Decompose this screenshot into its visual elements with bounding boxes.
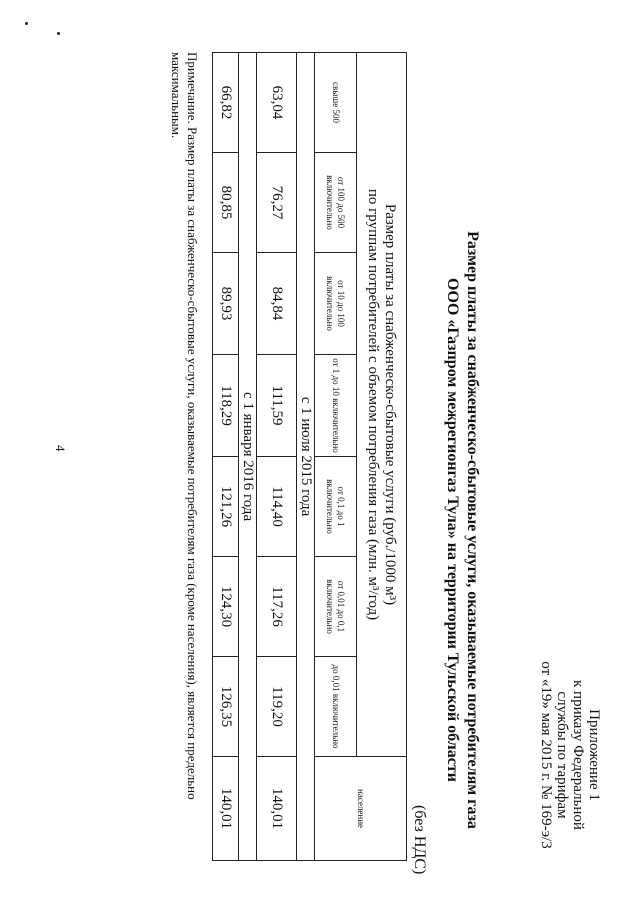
table-row [257,53,297,861]
heading-line: Размер платы за снабженческо-сбытовые услуги, оказываемые потребителям газа [464,231,481,829]
table-cell: 114,40 [257,457,297,557]
header-line: по группам потребителей с объемом потребления газа (млн. м³/год) [365,188,382,621]
column-header: до 0,01 включительно [315,657,357,757]
table-subheader-row [315,53,357,861]
table-cell: 140,01 [257,757,297,861]
table-cell: 111,59 [257,355,297,457]
table-cell: 63,04 [257,53,297,153]
table-cell: 119,20 [257,657,297,757]
table-cell: 76,27 [257,153,297,253]
table-main-header [357,53,407,757]
table-cell: 80,85 [213,153,239,253]
document-heading [442,170,482,890]
column-header: население [315,757,407,861]
column-header: свыше 500 [315,53,357,153]
column-header: от 0,1 до 1 включительно [315,457,357,557]
appendix-line: от «19» мая 2015 г. № 169-э/3 [538,661,554,849]
table-cell: 126,35 [213,657,239,757]
vat-note: (без НДС) [411,805,428,875]
header-line: Размер платы за снабженческо-сбытовые услуги (руб./1000 м³) [382,203,399,606]
appendix-line: к приказу Федеральной [570,680,586,830]
table-header-row [357,53,407,861]
tariff-table [212,52,407,861]
table-row [213,53,239,861]
table-cell: 124,30 [213,557,239,657]
period-label: с 1 июля 2015 года [297,53,315,861]
column-header: от 0,01 до 0,1 включительно [315,557,357,657]
scan-speck [25,22,28,25]
scan-speck [57,32,60,35]
column-header: от 1 до 10 включительно [315,355,357,457]
appendix-line: службы по тарифам [554,691,570,819]
heading-line: ООО «Газпром межрегионгаз Тула» на территории Тульской области [444,278,461,782]
column-header: от 10 до 100 включительно [315,253,357,355]
table-cell: 121,26 [213,457,239,557]
table-cell: 84,84 [257,253,297,355]
period-row [239,53,257,861]
table-cell: 140,01 [213,757,239,861]
table-cell: 89,93 [213,253,239,355]
column-header: от 100 до 500 включительно [315,153,357,253]
period-row [297,53,315,861]
appendix-block [538,640,602,870]
table-cell: 117,26 [257,557,297,657]
table-cell: 66,82 [213,53,239,153]
period-label: с 1 января 2016 года [239,53,257,861]
page-number: 4 [53,445,68,452]
appendix-line: Приложение 1 [586,709,602,801]
table-cell: 118,29 [213,355,239,457]
footnote: Примечание. Размер платы за снабженческо-сбытовые услуги, оказываемые потребителям газа (кроме населения), является предельно максимальным. [169,52,200,800]
